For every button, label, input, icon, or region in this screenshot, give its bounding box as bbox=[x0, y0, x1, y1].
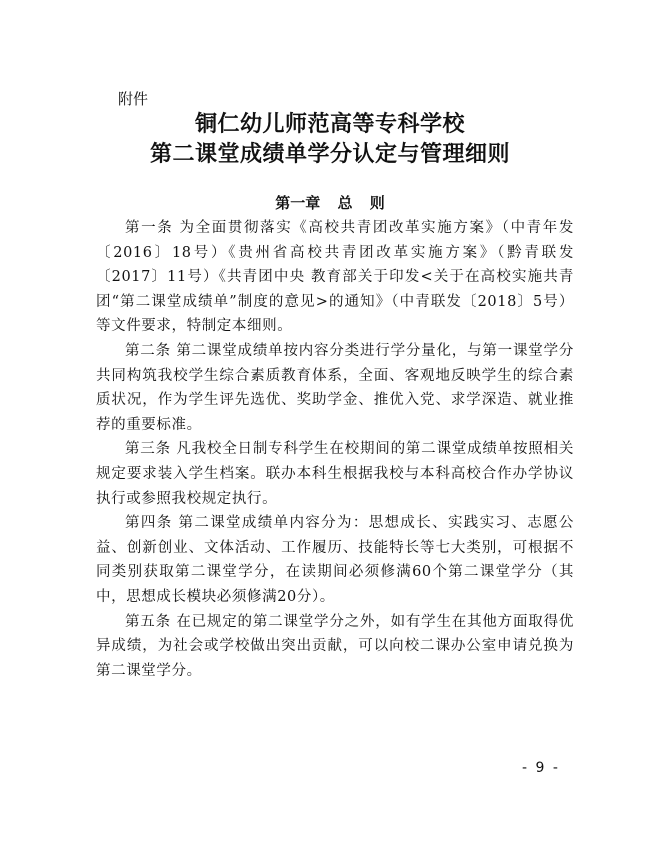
article-2: 第二条 第二课堂成绩单按内容分类进行学分量化，与第一课堂学分共同构筑我校学生综合素质教育体系，全面、客观地反映学生的综合素质状况，作为学生评先选优、奖助学金、推优入党、求学深造、就业推荐的重要标准。 bbox=[96, 342, 574, 433]
page-number: - 9 - bbox=[522, 760, 560, 776]
chapter-heading: 第一章 总 则 bbox=[275, 194, 385, 212]
document-title-line-2: 第二课堂成绩单学分认定与管理细则 bbox=[149, 142, 510, 167]
article-1: 第一条 为全面贯彻落实《高校共青团改革实施方案》（中青年发〔2016〕18号）《贵州省高校共青团改革实施方案》（黔青联发〔2017〕11号）《共青团中央 教育部关于印发<关于在高校实施共青团“第二课堂成绩单”制度的意见>的通知》（中青联发〔2018〕5号）等文件要求，特制定本细则。 bbox=[96, 220, 574, 335]
article-list bbox=[96, 216, 574, 683]
article-3: 第三条 凡我校全日制专科学生在校期间的第二课堂成绩单按照相关规定要求装入学生档案。联办本科生根据我校与本科高校合作办学协议执行或参照我校规定执行。 bbox=[96, 441, 574, 507]
article-4: 第四条 第二课堂成绩单内容分为：思想成长、实践实习、志愿公益、创新创业、文体活动、工作履历、技能特长等七大类别，可根据不同类别获取第二课堂学分，在读期间必须修满60个第二课堂学分（其中，思想成长模块必须修满20分）。 bbox=[96, 515, 574, 605]
article-5: 第五条 在已规定的第二课堂学分之外，如有学生在其他方面取得优异成绩，为社会或学校做出突出贡献，可以向校二课办公室申请兑换为第二课堂学分。 bbox=[96, 613, 574, 679]
attachment-label: 附件 bbox=[118, 90, 149, 108]
document-title-line-1: 铜仁幼儿师范高等专科学校 bbox=[194, 112, 465, 137]
